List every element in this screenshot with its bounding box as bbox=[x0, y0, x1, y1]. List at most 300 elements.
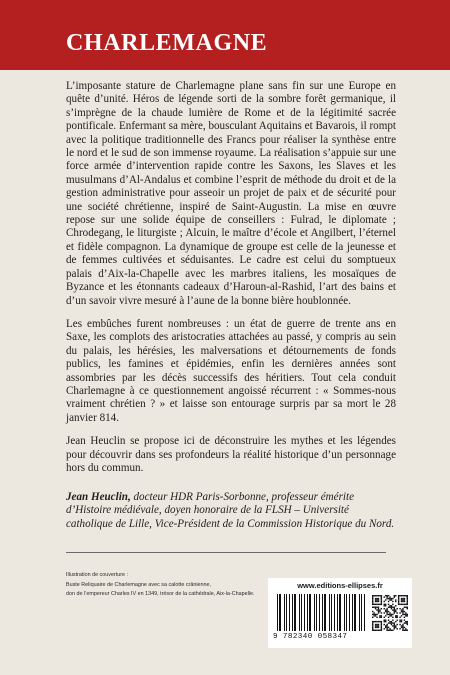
qr-module bbox=[381, 598, 382, 599]
qr-module bbox=[389, 607, 390, 608]
qr-module bbox=[398, 596, 399, 597]
qr-module bbox=[381, 615, 382, 616]
qr-module bbox=[407, 599, 408, 600]
qr-module bbox=[402, 624, 403, 625]
qr-module bbox=[381, 612, 382, 613]
qr-module bbox=[402, 611, 403, 612]
qr-module bbox=[381, 628, 382, 629]
qr-module bbox=[395, 621, 396, 622]
barcode-bar bbox=[324, 594, 326, 631]
qr-module bbox=[372, 595, 373, 596]
barcode-bar bbox=[307, 594, 308, 631]
isbn-barcode bbox=[275, 594, 367, 632]
qr-module bbox=[378, 624, 379, 625]
barcode-bar bbox=[349, 594, 350, 631]
qr-module bbox=[379, 609, 380, 610]
qr-module bbox=[376, 624, 377, 625]
qr-module bbox=[376, 607, 377, 608]
barcode-bar bbox=[339, 594, 341, 631]
qr-module bbox=[375, 627, 376, 628]
qr-module bbox=[401, 625, 402, 626]
qr-module bbox=[379, 630, 380, 631]
qr-module bbox=[378, 625, 379, 626]
blurb-paragraph-3: Jean Heuclin se propose ici de déconstruire les mythes et les légendes pour découvrir dans ses profondeurs la réalité historique d’un personnage hors du commun. bbox=[66, 435, 396, 474]
qr-module bbox=[384, 608, 385, 609]
qr-module bbox=[389, 596, 390, 597]
barcode-bar bbox=[284, 594, 285, 631]
qr-module bbox=[395, 609, 396, 610]
qr-module bbox=[405, 595, 406, 596]
qr-module bbox=[379, 604, 380, 605]
qr-module bbox=[384, 596, 385, 597]
qr-module bbox=[372, 621, 373, 622]
qr-module bbox=[376, 630, 377, 631]
barcode-bar bbox=[279, 594, 281, 631]
qr-module bbox=[372, 614, 373, 615]
blurb-paragraph-2: Les embûches furent nombreuses : un état de guerre de trente ans en Saxe, les complots des aristocraties attachées au passé, y compris au sein du palais, les hérésies, les malversations et détournements de fonds publics, les famines et épidémies, enfin les dernières années sont assombries par les décès successifs des héritiers. Tout cela conduit Charlemagne à ce questionnement angoissé récurrent : « Sommes-nous vraiment chrétien ? » et laisse son entourage surpris par sa mort le 28 janvier 814. bbox=[66, 317, 396, 424]
qr-module bbox=[386, 596, 387, 597]
qr-module bbox=[392, 617, 393, 618]
qr-module bbox=[405, 628, 406, 629]
barcode-bar bbox=[334, 594, 335, 631]
qr-module bbox=[407, 630, 408, 631]
qr-module bbox=[402, 608, 403, 609]
qr-module bbox=[398, 602, 399, 603]
qr-module bbox=[385, 625, 386, 626]
qr-module bbox=[401, 595, 402, 596]
barcode-bar bbox=[337, 594, 338, 631]
qr-module bbox=[398, 595, 399, 596]
qr-module bbox=[394, 611, 395, 612]
barcode-bar bbox=[352, 594, 353, 631]
qr-module bbox=[375, 615, 376, 616]
qr-module bbox=[402, 625, 403, 626]
qr-module bbox=[394, 596, 395, 597]
qr-module bbox=[405, 607, 406, 608]
qr-module bbox=[375, 614, 376, 615]
qr-module bbox=[373, 607, 374, 608]
qr-module bbox=[372, 630, 373, 631]
qr-module bbox=[388, 617, 389, 618]
barcode-bar bbox=[359, 594, 360, 631]
qr-module bbox=[381, 608, 382, 609]
qr-module bbox=[388, 614, 389, 615]
qr-module bbox=[384, 619, 385, 620]
qr-module bbox=[376, 604, 377, 605]
qr-module bbox=[391, 622, 392, 623]
qr-module bbox=[375, 601, 376, 602]
qr-module bbox=[395, 615, 396, 616]
qr-module bbox=[402, 598, 403, 599]
qr-module bbox=[404, 611, 405, 612]
qr-module bbox=[381, 601, 382, 602]
publisher-url: www.editions-ellipses.fr bbox=[297, 581, 383, 590]
qr-module bbox=[373, 621, 374, 622]
qr-module bbox=[391, 599, 392, 600]
qr-module bbox=[378, 621, 379, 622]
qr-module bbox=[398, 604, 399, 605]
qr-module bbox=[404, 630, 405, 631]
barcode-panel bbox=[268, 578, 412, 648]
qr-module bbox=[385, 609, 386, 610]
qr-module bbox=[388, 619, 389, 620]
qr-module bbox=[404, 619, 405, 620]
qr-module bbox=[385, 599, 386, 600]
qr-module bbox=[402, 609, 403, 610]
qr-module bbox=[392, 609, 393, 610]
barcode-bar bbox=[292, 594, 293, 631]
qr-module bbox=[396, 624, 397, 625]
qr-module bbox=[389, 615, 390, 616]
qr-module bbox=[396, 628, 397, 629]
qr-module bbox=[392, 601, 393, 602]
qr-module bbox=[405, 622, 406, 623]
qr-module bbox=[392, 625, 393, 626]
qr-module bbox=[404, 614, 405, 615]
qr-module bbox=[407, 607, 408, 608]
qr-module bbox=[386, 627, 387, 628]
divider-line bbox=[66, 552, 386, 553]
qr-module bbox=[372, 622, 373, 623]
qr-module bbox=[407, 621, 408, 622]
qr-module bbox=[395, 595, 396, 596]
qr-module bbox=[392, 598, 393, 599]
qr-module bbox=[375, 598, 376, 599]
qr-module bbox=[394, 625, 395, 626]
qr-module bbox=[389, 630, 390, 631]
qr-module bbox=[386, 628, 387, 629]
qr-module bbox=[404, 595, 405, 596]
qr-module bbox=[375, 595, 376, 596]
qr-module bbox=[394, 608, 395, 609]
qr-module bbox=[372, 624, 373, 625]
qr-module bbox=[399, 595, 400, 596]
qr-module bbox=[376, 601, 377, 602]
qr-module bbox=[381, 596, 382, 597]
blurb-text bbox=[66, 80, 396, 485]
qr-module bbox=[378, 604, 379, 605]
qr-module bbox=[373, 630, 374, 631]
qr-module bbox=[404, 601, 405, 602]
qr-module bbox=[404, 598, 405, 599]
qr-module bbox=[401, 604, 402, 605]
qr-module bbox=[391, 615, 392, 616]
qr-module bbox=[405, 604, 406, 605]
qr-module bbox=[402, 630, 403, 631]
qr-module bbox=[395, 599, 396, 600]
qr-module bbox=[385, 595, 386, 596]
qr-module bbox=[391, 608, 392, 609]
qr-module bbox=[372, 596, 373, 597]
qr-module bbox=[405, 621, 406, 622]
qr-module bbox=[398, 598, 399, 599]
qr-module bbox=[386, 630, 387, 631]
barcode-bar bbox=[314, 594, 315, 631]
qr-module bbox=[396, 612, 397, 613]
author-description: docteur HDR Paris-Sorbonne, professeur émérite d’Histoire médiévale, doyen honoraire de la FLSH – Université catholique de Lille, Vice-Président de la Commission Historique du Nord. bbox=[66, 491, 395, 530]
isbn-number: 9 782340 058347 bbox=[273, 633, 348, 641]
qr-module bbox=[381, 624, 382, 625]
barcode-bar bbox=[301, 594, 302, 631]
qr-module bbox=[388, 607, 389, 608]
qr-module bbox=[372, 598, 373, 599]
qr-module bbox=[375, 604, 376, 605]
qr-module bbox=[389, 621, 390, 622]
barcode-bar bbox=[289, 594, 290, 631]
qr-module bbox=[376, 599, 377, 600]
qr-module bbox=[402, 628, 403, 629]
qr-module bbox=[389, 628, 390, 629]
qr-module bbox=[384, 601, 385, 602]
qr-module bbox=[381, 595, 382, 596]
qr-module bbox=[373, 614, 374, 615]
qr-module bbox=[392, 614, 393, 615]
qr-module bbox=[381, 625, 382, 626]
qr-module bbox=[378, 608, 379, 609]
qr-module bbox=[379, 621, 380, 622]
qr-module bbox=[402, 604, 403, 605]
qr-module bbox=[372, 628, 373, 629]
qr-module bbox=[392, 619, 393, 620]
qr-module bbox=[378, 595, 379, 596]
qr-module bbox=[381, 630, 382, 631]
qr-module bbox=[372, 617, 373, 618]
qr-module bbox=[381, 621, 382, 622]
qr-module bbox=[375, 608, 376, 609]
qr-module bbox=[394, 628, 395, 629]
qr-module bbox=[401, 598, 402, 599]
qr-module bbox=[399, 621, 400, 622]
qr-module bbox=[378, 601, 379, 602]
qr-module bbox=[396, 617, 397, 618]
qr-module bbox=[375, 621, 376, 622]
qr-module bbox=[384, 628, 385, 629]
qr-module bbox=[407, 595, 408, 596]
qr-module bbox=[376, 598, 377, 599]
qr-module bbox=[378, 611, 379, 612]
qr-module bbox=[398, 601, 399, 602]
qr-module bbox=[376, 625, 377, 626]
qr-module bbox=[401, 619, 402, 620]
qr-module bbox=[378, 630, 379, 631]
qr-module bbox=[376, 609, 377, 610]
qr-module bbox=[376, 621, 377, 622]
qr-module bbox=[386, 612, 387, 613]
author-name: Jean Heuclin, bbox=[66, 491, 131, 503]
qr-module bbox=[386, 625, 387, 626]
qr-module bbox=[401, 601, 402, 602]
qr-module bbox=[399, 624, 400, 625]
qr-module bbox=[379, 617, 380, 618]
qr-module bbox=[402, 627, 403, 628]
qr-module bbox=[372, 627, 373, 628]
qr-module bbox=[404, 607, 405, 608]
qr-module bbox=[394, 609, 395, 610]
qr-module bbox=[373, 612, 374, 613]
qr-module bbox=[375, 625, 376, 626]
qr-module bbox=[399, 617, 400, 618]
blurb-paragraph-1: L’imposante stature de Charlemagne plane sans fin sur une Europe en quête d’unité. Héros de légende sorti de la sombre forêt germanique, il s’imprègne de la chaude lumière de Rome et de la légitimité sacrée pontificale. Enfermant sa mère, bousculant Aquitains et Bavarois, il rompt avec la politique traditionnelle des Francs pour réaliser la synthèse entre le nord et le sud de son immense royaume. La réalisation s’appuie sur une force armée d’intervention rapide contre les Saxons, les Slaves et les musulmans d’Al-Andalus et combine l’esprit de méthode du droit et de la gestion administrative pour asseoir un projet de paix et de sécurité pour une société chrétienne, inspiré de Saint-Augustin. La mise en œuvre repose sur une solide équipe de conseillers : Fulrad, le diplomate ; Chrodegang, le liturgiste ; Alcuin, le maître d’école et Angilbert, l’éternel et fidèle compagnon. La dynamique de groupe est celle de la jeunesse et de femmes cultivées et séduisantes. Le cadre est celui du somptueux palais d’Aix-la-Chapelle avec les marbres italiens, les mosaïques de Byzance et les étonnants cadeaux d’Haroun-al-Rashid, l’art des bains et d’un savoir vivre mesuré à l’aune de la bonne bière houblonnée. bbox=[66, 80, 396, 307]
qr-module bbox=[402, 599, 403, 600]
qr-module bbox=[389, 612, 390, 613]
qr-module bbox=[385, 605, 386, 606]
qr-module bbox=[407, 598, 408, 599]
qr-module bbox=[375, 607, 376, 608]
qr-module bbox=[407, 604, 408, 605]
qr-module bbox=[401, 611, 402, 612]
qr-module bbox=[384, 624, 385, 625]
qr-module bbox=[388, 630, 389, 631]
qr-module bbox=[381, 599, 382, 600]
qr-module bbox=[407, 602, 408, 603]
book-title: CHARLEMAGNE bbox=[66, 30, 268, 56]
qr-module bbox=[404, 604, 405, 605]
credit-heading: Illustration de couverture : bbox=[66, 572, 129, 578]
qr-module bbox=[396, 619, 397, 620]
qr-code bbox=[372, 595, 408, 631]
barcode-bar bbox=[329, 594, 330, 631]
barcode-bar bbox=[304, 594, 305, 631]
qr-module bbox=[407, 608, 408, 609]
qr-module bbox=[405, 612, 406, 613]
qr-module bbox=[384, 621, 385, 622]
barcode-bar bbox=[277, 594, 278, 631]
qr-module bbox=[388, 598, 389, 599]
qr-module bbox=[385, 619, 386, 620]
qr-module bbox=[372, 601, 373, 602]
qr-module bbox=[407, 622, 408, 623]
qr-module bbox=[378, 598, 379, 599]
qr-module bbox=[389, 622, 390, 623]
qr-module bbox=[396, 608, 397, 609]
qr-module bbox=[405, 630, 406, 631]
qr-module bbox=[376, 595, 377, 596]
qr-module bbox=[394, 595, 395, 596]
qr-module bbox=[372, 604, 373, 605]
qr-module bbox=[391, 624, 392, 625]
qr-module bbox=[372, 607, 373, 608]
qr-module bbox=[398, 599, 399, 600]
qr-module bbox=[376, 614, 377, 615]
qr-module bbox=[399, 619, 400, 620]
qr-module bbox=[372, 625, 373, 626]
qr-module bbox=[395, 601, 396, 602]
qr-module bbox=[372, 599, 373, 600]
qr-module bbox=[386, 614, 387, 615]
qr-module bbox=[381, 604, 382, 605]
qr-module bbox=[384, 605, 385, 606]
qr-module bbox=[388, 595, 389, 596]
qr-module bbox=[389, 605, 390, 606]
qr-module bbox=[402, 612, 403, 613]
qr-module bbox=[394, 607, 395, 608]
qr-module bbox=[389, 614, 390, 615]
credit-line-2: don de l’empereur Charles IV en 1349, trésor de la cathédrale, Aix-la-Chapelle. bbox=[66, 591, 255, 598]
qr-module bbox=[399, 628, 400, 629]
qr-module bbox=[405, 614, 406, 615]
barcode-bar bbox=[299, 594, 300, 631]
qr-module bbox=[375, 630, 376, 631]
qr-module bbox=[405, 615, 406, 616]
qr-module bbox=[395, 611, 396, 612]
qr-module bbox=[372, 611, 373, 612]
barcode-bar bbox=[286, 594, 287, 631]
qr-module bbox=[376, 617, 377, 618]
qr-module bbox=[381, 617, 382, 618]
qr-module bbox=[376, 627, 377, 628]
qr-module bbox=[395, 617, 396, 618]
qr-module bbox=[407, 615, 408, 616]
qr-module bbox=[385, 604, 386, 605]
title-band bbox=[0, 0, 450, 70]
qr-module bbox=[385, 615, 386, 616]
qr-module bbox=[388, 611, 389, 612]
qr-module bbox=[399, 612, 400, 613]
barcode-bar bbox=[354, 594, 356, 631]
qr-module bbox=[385, 611, 386, 612]
barcode-bar bbox=[344, 594, 345, 631]
qr-module bbox=[392, 622, 393, 623]
qr-module bbox=[402, 601, 403, 602]
qr-module bbox=[381, 622, 382, 623]
qr-module bbox=[381, 602, 382, 603]
qr-module bbox=[402, 614, 403, 615]
qr-module bbox=[385, 627, 386, 628]
qr-module bbox=[375, 624, 376, 625]
qr-module bbox=[373, 615, 374, 616]
qr-module bbox=[395, 625, 396, 626]
qr-module bbox=[378, 627, 379, 628]
credit-line-1: Buste Reliquaire de Charlemagne avec sa calotte crânienne, bbox=[66, 581, 212, 588]
qr-module bbox=[404, 622, 405, 623]
qr-module bbox=[378, 612, 379, 613]
barcode-bar bbox=[346, 594, 347, 631]
qr-module bbox=[381, 627, 382, 628]
qr-module bbox=[378, 599, 379, 600]
qr-module bbox=[404, 599, 405, 600]
qr-module bbox=[401, 615, 402, 616]
qr-module bbox=[394, 624, 395, 625]
qr-module bbox=[391, 621, 392, 622]
qr-module bbox=[386, 608, 387, 609]
qr-module bbox=[404, 617, 405, 618]
qr-module bbox=[386, 598, 387, 599]
qr-module bbox=[407, 614, 408, 615]
qr-module bbox=[407, 601, 408, 602]
qr-module bbox=[386, 611, 387, 612]
barcode-bar bbox=[316, 594, 317, 631]
qr-module bbox=[379, 595, 380, 596]
qr-module bbox=[395, 605, 396, 606]
qr-module bbox=[373, 595, 374, 596]
qr-module bbox=[384, 604, 385, 605]
qr-module bbox=[402, 595, 403, 596]
qr-module bbox=[373, 604, 374, 605]
qr-module bbox=[407, 624, 408, 625]
qr-module bbox=[379, 615, 380, 616]
qr-module bbox=[386, 609, 387, 610]
qr-module bbox=[388, 601, 389, 602]
qr-module bbox=[391, 614, 392, 615]
barcode-bar bbox=[322, 594, 323, 631]
qr-module bbox=[388, 627, 389, 628]
qr-module bbox=[392, 607, 393, 608]
qr-module bbox=[391, 630, 392, 631]
qr-module bbox=[392, 604, 393, 605]
qr-module bbox=[394, 627, 395, 628]
qr-module bbox=[384, 612, 385, 613]
qr-module bbox=[394, 612, 395, 613]
